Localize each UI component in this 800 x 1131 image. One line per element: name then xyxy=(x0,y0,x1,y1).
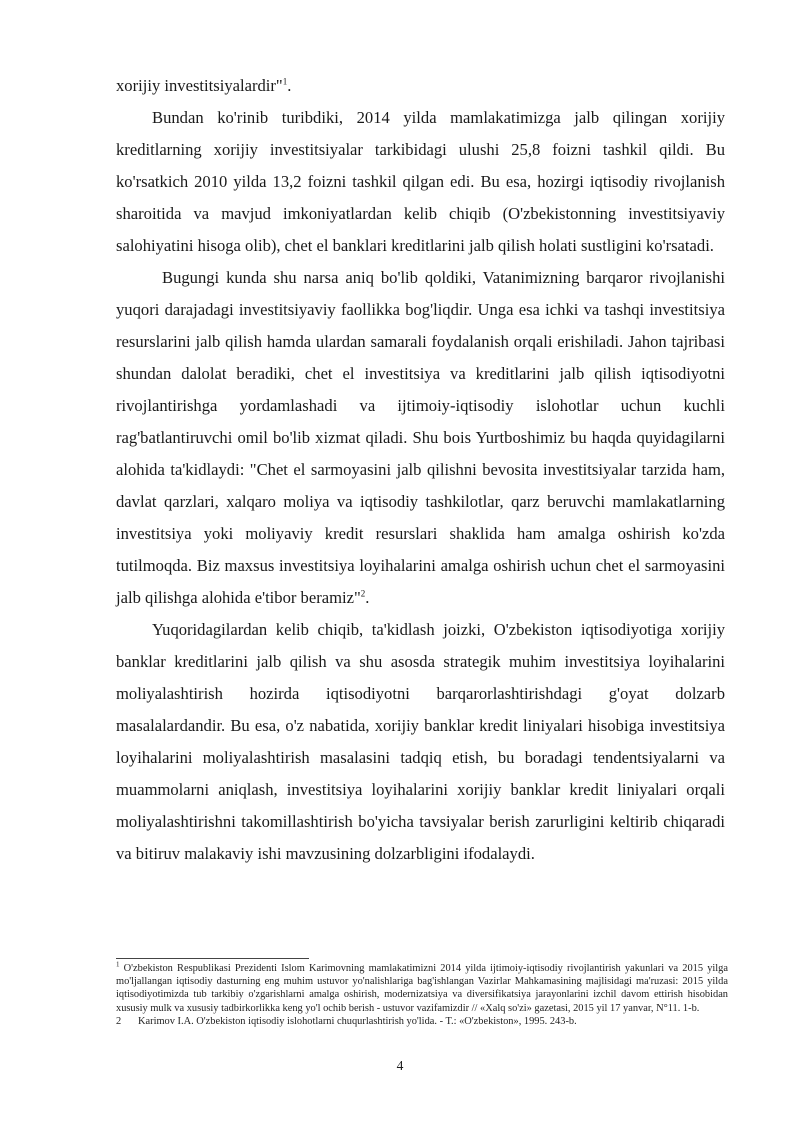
footnotes xyxy=(116,962,728,1028)
paragraph-4: Yuqoridagilardan kelib chiqib, ta'kidlash joizki, O'zbekiston iqtisodiyotiga xorijiy banklar kreditlarini jalb qilish va shu asosda strategik muhim investitsiya loyihalarini moliyalashtirish hozirda iqtisodiyotni barqarorlashtirishdagi g'oyat dolzarb masalalardandir. Bu esa, o'z nabatida, xorijiy banklar kredit liniyalari hisobiga investitsiya loyihalarini moliyalashtirish masalasini tadqiq etish, bu boradagi tendentsiyalarni va muammolarni aniqlash, investitsiya loyihalarini xorijiy banklar kredit liniyalari orqali moliyalashtirishni takomillashtirish bo'yicha tavsiyalar berish zarurligini keltirib chiqaradi va bitiruv malakaviy ishi mavzusining dolzarbligini ifodalaydi. xyxy=(116,620,725,863)
punctuation: . xyxy=(365,588,370,607)
footnote-ref-1[interactable]: 1 xyxy=(282,76,288,87)
footnote-number: 2 xyxy=(116,1015,122,1027)
footnote-text: Karimov I.A. O'zbekiston iqtisodiy islohotlarni chuqurlashtirish yo'lida. - T.: «O'zbekiston», 1995. 243-b. xyxy=(138,1015,577,1027)
punctuation: . xyxy=(287,76,292,95)
page-number: 4 xyxy=(396,1058,404,1073)
paragraph-2: Bundan ko'rinib turibdiki, 2014 yilda mamlakatimizga jalb qilingan xorijiy kreditlarning xorijiy investitsiyalar tarkibidagi ulushi 25,8 foizni tashkil qildi. Bu ko'rsatkich 2010 yilda 13,2 foizni tashkil qilgan edi. Bu esa, hozirgi iqtisodiy rivojlanish sharoitida va mavjud imkoniyatlardan kelib chiqib (O'zbekistonning investitsiyaviy salohiyatini hisoga olib), chet el banklari kreditlarini jalb qilish holati sustligini ko'rsatadi. xyxy=(116,108,725,255)
paragraph-3 xyxy=(116,262,725,614)
paragraph-text: xorijiy investitsiyalardir" xyxy=(116,76,283,95)
footnote-2 xyxy=(116,1015,728,1028)
paragraph-continuation xyxy=(116,70,725,102)
footnote-separator xyxy=(116,958,309,959)
paragraph-text: Bugungi kunda shu narsa aniq bo'lib qoldiki, Vatanimizning barqaror rivojlanishi yuqori darajadagi investitsiyaviy faollikka bog'liqdir. Unga esa ichki va tashqi investitsiya resurslarini jalb qilish hamda ulardan samarali foydalanish orqali erishiladi. Jahon tajribasi shundan dalolat beradiki, chet el investitsiya va kreditlarini jalb qilish iqtisodiyotni rivojlantirishga yordamlashadi va ijtimoiy-iqtisodiy islohotlar uchun kuchli rag'batlantiruvchi omil bo'lib xizmat qiladi. Shu bois Yurtboshimiz bu haqda quyidagilarni alohida ta'kidlaydi: "Chet el sarmoyasini jalb qilishni bevosita investitsiyalar tarzida ham, davlat qarzlari, xalqaro moliya va iqtisodiy tashkilotlar, qarz beruvchi mamlakatlarning investitsiya yoki moliyaviy kredit resurslari shaklida ham amalga oshirish ko'zda tutilmoqda. Biz maxsus investitsiya loyihalarini amalga oshirish uchun chet el sarmoyasini jalb qilishga alohida e'tibor beramiz" xyxy=(116,268,725,607)
footnote-number: 1 xyxy=(116,960,120,969)
footnote-ref-2[interactable]: 2 xyxy=(360,588,366,599)
footnote-text: O'zbekiston Respublikasi Prezidenti Islom Karimovning mamlakatimizni 2014 yilda ijtimoiy-iqtisodiy rivojlantirish yakunlari va 2015 yilga mo'ljallangan iqtisodiy dasturning eng muhim ustuvor yo'nalishlariga bag'ishlangan Vazirlar Mahkamasining majlisidagi ma'ruzasi: 2015 yilda iqtisodiyotimizda tub tarkibiy o'zgarishlarni amalga oshirish, modernizatsiya va diversifikatsiya jarayonlarini izchil davom ettirish hisobidan xususiy mulk va xususiy tadbirkorlikka keng yo'l ochib berish - ustuvor vazifamizdir // «Xalq so'zi» gazetasi, 2015 yil 17 yanvar, N°11. 1-b. xyxy=(116,963,728,1014)
footnote-1 xyxy=(116,962,728,1015)
body-text xyxy=(116,70,725,870)
